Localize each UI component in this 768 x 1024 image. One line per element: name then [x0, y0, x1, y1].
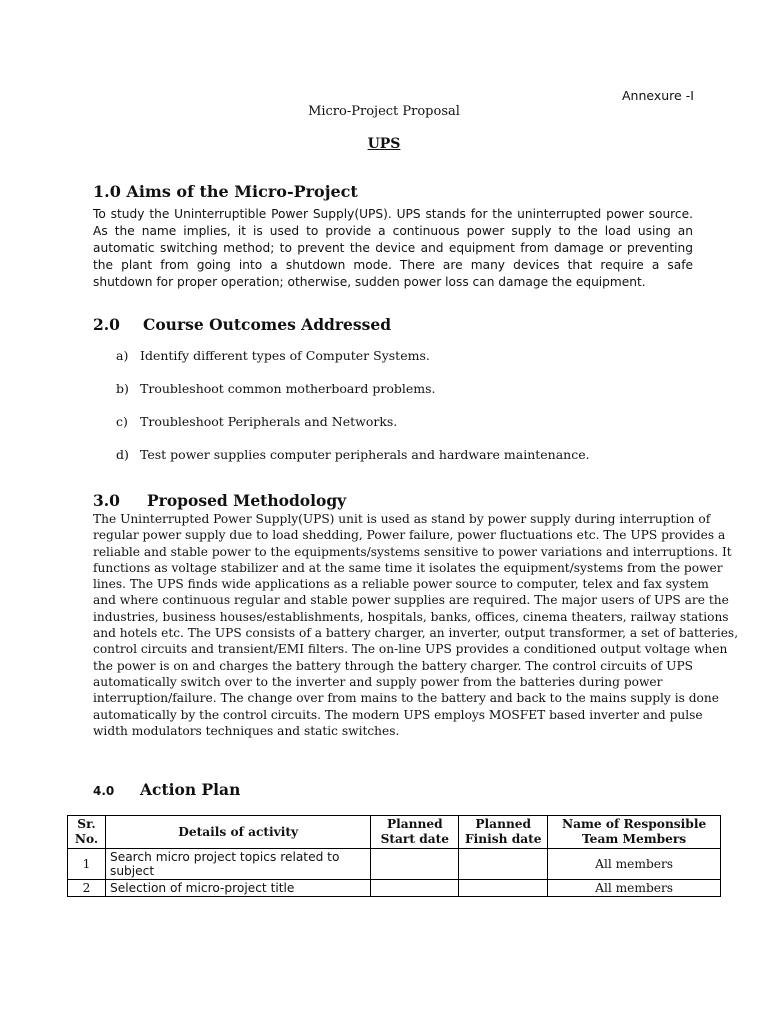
paragraph-line: reliable and stable power to the equipments/systems sensitive to power variations and interruptions. It	[93, 544, 732, 559]
paragraph-line: and where continuous regular and stable power supplies are required. The major users of UPS are the	[93, 593, 729, 608]
cell-sr: 2	[68, 880, 106, 897]
action-plan-table	[67, 815, 721, 897]
header-text: Start date	[380, 832, 450, 846]
cell-activity: Selection of micro-project title	[105, 880, 370, 897]
cell-start	[371, 849, 459, 880]
methodology-number: 3.0	[93, 491, 120, 510]
paragraph-line: the power is on and charges the battery through the battery charger. The control circuits of UPS	[93, 658, 693, 673]
cell-start	[371, 880, 459, 897]
list-item	[116, 447, 590, 462]
paragraph-line: automatically by the control circuits. The modern UPS employs MOSFET based inverter and pulse	[93, 707, 703, 722]
paragraph-line: The Uninterrupted Power Supply(UPS) unit is used as stand by power supply during interruption of	[93, 512, 711, 526]
header-text: No.	[74, 832, 99, 846]
header-start-date	[371, 816, 459, 849]
outcomes-heading	[93, 315, 391, 334]
methodology-heading	[93, 491, 346, 510]
list-item-label: a)	[116, 348, 129, 363]
outcomes-title: Course Outcomes Addressed	[143, 315, 392, 334]
table-header-row	[68, 816, 721, 849]
list-item	[116, 381, 435, 396]
paragraph-line: interruption/failure. The change over from mains to the battery and back to the mains supply is done	[93, 691, 719, 706]
list-item-label: c)	[116, 414, 128, 429]
cell-finish	[459, 880, 548, 897]
paragraph-line: functions as voltage stabilizer and at the same time it isolates the equipment/systems from the power	[93, 560, 723, 575]
header-text: Team Members	[582, 832, 687, 846]
cell-members: All members	[548, 849, 721, 880]
cell-activity: Search micro project topics related to subject	[105, 849, 370, 880]
aims-paragraph: To study the Uninterruptible Power Supply(UPS). UPS stands for the uninterrupted power source. As the name implies, it is used to provide a continuous power supply to the load using an automatic switching method; to prevent the device and equipment from damage or preventing the plant from going into a shutdown mode. There are many devices that require a safe shutdown for proper operation; otherwise, sudden power loss can damage the equipment.	[93, 207, 693, 289]
list-item-label: d)	[116, 447, 129, 462]
table-row	[68, 849, 721, 880]
list-item-text: Troubleshoot Peripherals and Networks.	[140, 414, 398, 429]
action-plan-title: Action Plan	[140, 780, 241, 799]
list-item-text: Identify different types of Computer Systems.	[140, 348, 430, 363]
list-item	[116, 414, 397, 429]
list-item-text: Troubleshoot common motherboard problems.	[140, 381, 436, 396]
list-item-text: Test power supplies computer peripherals and hardware maintenance.	[140, 447, 590, 462]
cell-members: All members	[548, 880, 721, 897]
cell-sr: 1	[68, 849, 106, 880]
cell-finish	[459, 849, 548, 880]
action-plan-heading	[93, 780, 240, 800]
header-text: Planned	[475, 817, 532, 831]
paragraph-line: regular power supply due to load shedding, Power failure, power fluctuations etc. The UPS provides a	[93, 528, 726, 543]
header-finish-date	[459, 816, 548, 849]
paragraph-line: lines. The UPS finds wide applications as a reliable power source to computer, telex and fax system	[93, 577, 709, 592]
header-sr-no	[68, 816, 106, 849]
header-text: Name of Responsible	[562, 817, 707, 831]
list-item	[116, 348, 430, 363]
paragraph-line: automatically switch over to the inverter and supply power from the batteries during power	[93, 674, 663, 689]
aims-heading: 1.0 Aims of the Micro-Project	[93, 182, 358, 201]
header-text: Finish date	[464, 832, 542, 846]
methodology-paragraph	[93, 511, 739, 739]
list-item-label: b)	[116, 381, 129, 396]
action-plan-number: 4.0	[93, 784, 115, 798]
paragraph-line: industries, business houses/establishments, hospitals, banks, offices, cinema theaters, railway stations	[93, 609, 729, 624]
header-team-members	[548, 816, 721, 849]
table-row	[68, 880, 721, 897]
outcomes-number: 2.0	[93, 315, 120, 334]
paragraph-line: width modulators techniques and static switches.	[93, 723, 400, 738]
paragraph-line: and hotels etc. The UPS consists of a battery charger, an inverter, output transformer, a set of batteries,	[93, 626, 739, 641]
document-title: Micro-Project Proposal	[308, 104, 460, 119]
header-text: Planned	[386, 817, 443, 831]
header-text: Sr.	[77, 817, 96, 831]
annexure-label: Annexure -I	[622, 88, 694, 103]
paragraph-line: control circuits and transient/EMI filters. The on-line UPS provides a conditioned output voltage when	[93, 642, 728, 657]
methodology-title: Proposed Methodology	[147, 491, 347, 510]
project-title: UPS	[367, 136, 401, 152]
header-details: Details of activity	[105, 816, 370, 849]
